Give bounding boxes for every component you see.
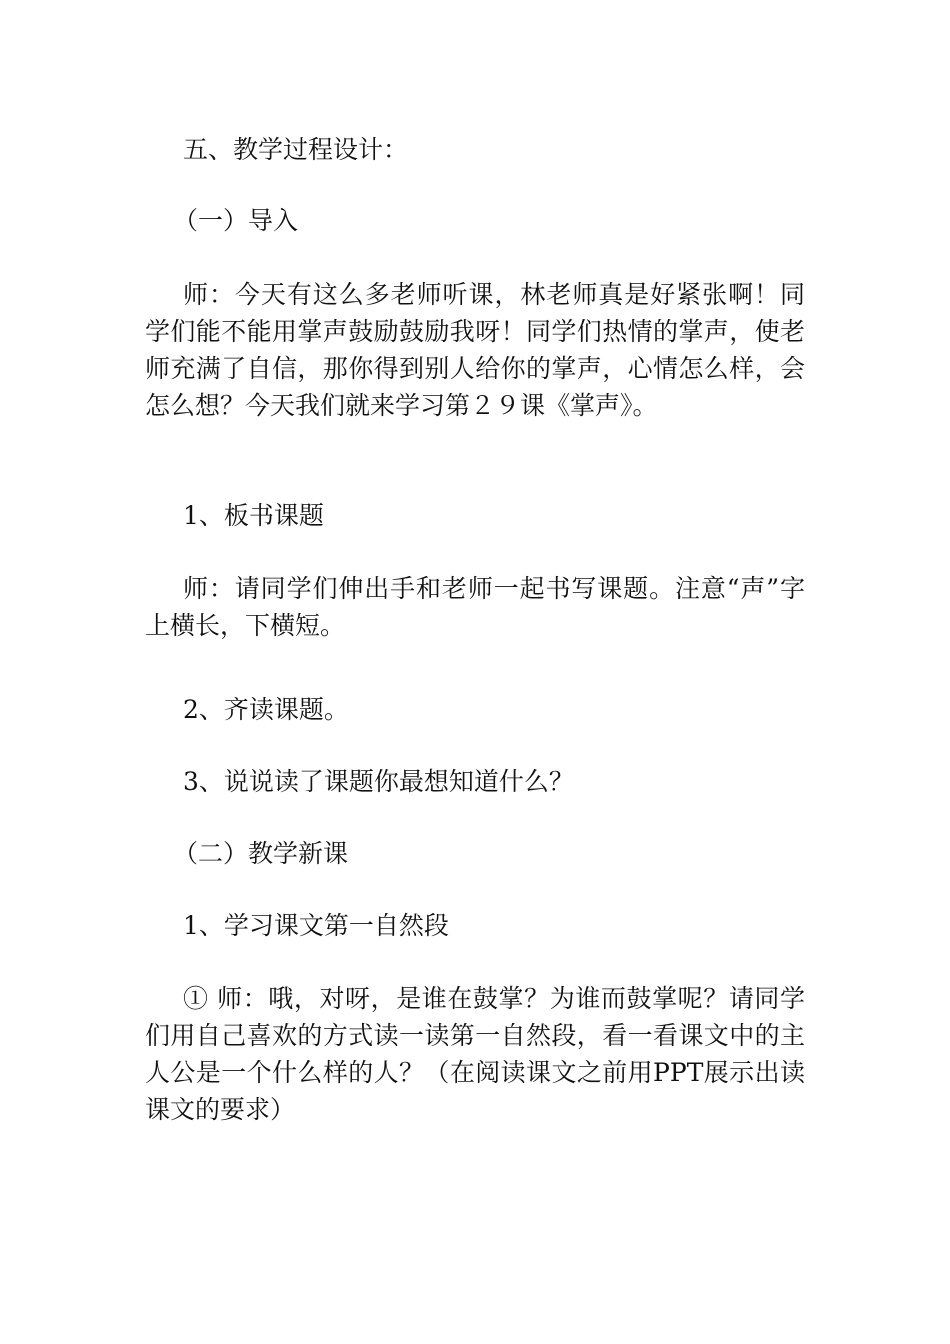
subsection-heading-intro: （一）导入 xyxy=(173,206,299,235)
paragraph-teacher-intro: 师：今天有这么多老师听课，林老师真是好紧张啊！同学们能不能用掌声鼓励鼓励我呀！同学们热情的掌声，使老师充满了自信，那你得到别人给你的掌声，心情怎么样，会怎么想？今天我们就来学习第２９课《掌声》。 xyxy=(145,280,805,420)
section-heading: 五、教学过程设计： xyxy=(183,135,409,164)
step-ask-question: 3、说说读了课题你最想知道什么？ xyxy=(183,767,574,796)
paragraph-reading-instruction: ① 师：哦，对呀，是谁在鼓掌？为谁而鼓掌呢？请同学们用自己喜欢的方式读一读第一自然段，看一看课文中的主人公是一个什么样的人？（在阅读课文之前用PPT展示出读课文的要求） xyxy=(145,984,805,1124)
subsection-heading-new-lesson: （二）教学新课 xyxy=(173,839,349,868)
step-read-title: 2、齐读课题。 xyxy=(183,695,349,724)
step-first-paragraph: 1、学习课文第一自然段 xyxy=(183,911,449,940)
step-write-title: 1、板书课题 xyxy=(183,501,324,530)
paragraph-write-title-instruction: 师：请同学们伸出手和老师一起书写课题。注意“声”字上横长，下横短。 xyxy=(145,574,805,640)
